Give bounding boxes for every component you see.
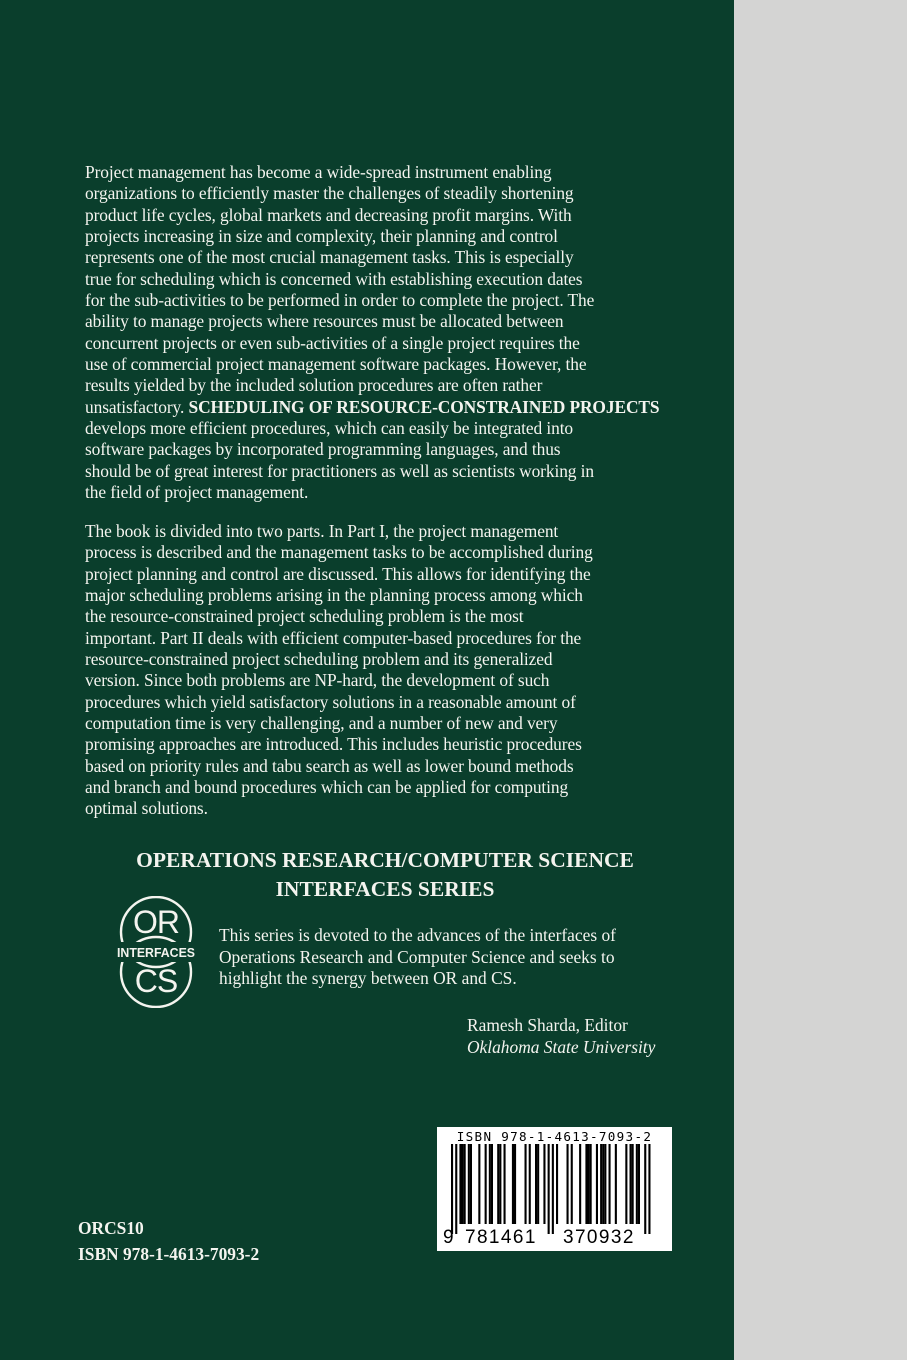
series-title-line-1: OPERATIONS RESEARCH/COMPUTER SCIENCE [136,848,634,872]
barcode-bar [499,1144,501,1224]
text-line: Operations Research and Computer Science and seeks to [219,946,615,967]
text-line: resource-constrained project scheduling problem and its generalized [85,649,553,670]
barcode-bar [535,1144,537,1224]
text-line: concurrent projects or even sub-activities of a single project requires the [85,332,580,353]
logo-cs-text: CS [134,963,178,999]
barcode-bar [514,1144,516,1224]
barcode-bar [585,1144,587,1224]
text-line: results yielded by the included solution procedures are often rather [85,375,543,396]
text-line: product life cycles, global markets and decreasing profit margins. With [85,204,572,225]
text-line: the resource-constrained project scheduling problem is the most [85,606,524,627]
barcode-bar [648,1144,650,1234]
barcode-bar [638,1144,640,1224]
text-line: computation time is very challenging, and a number of new and very [85,713,558,734]
isbn-text: ISBN 978-1-4613-7093-2 [78,1244,260,1264]
description-paragraph-1 [85,162,705,504]
text-line: The book is divided into two parts. In Part I, the project management [85,521,559,541]
text-fragment: unsatisfactory. [85,396,185,417]
barcode-bar [529,1144,531,1224]
barcode-bar [548,1144,550,1234]
text-line: represents one of the most crucial management tasks. This is especially [85,247,574,268]
barcode-bar [625,1144,627,1224]
text-line: should be of great interest for practitioners as well as scientists working in [85,460,594,481]
isbn-barcode [437,1127,672,1251]
barcode-bar [485,1144,487,1224]
barcode-bar [464,1144,466,1224]
barcode-bar [525,1144,527,1224]
barcode-bar [462,1144,464,1224]
text-line: promising approaches are introduced. This includes heuristic procedures [85,734,582,755]
text-line: software packages by incorporated programming languages, and thus [85,439,561,460]
text-line: highlight the synergy between OR and CS. [219,968,517,989]
text-line: for the sub-activities to be performed in order to complete the project. The [85,290,595,311]
text-line: major scheduling problems arising in the planning process among which [85,585,583,606]
barcode-bar [571,1144,573,1224]
book-title-bold: SCHEDULING OF RESOURCE-CONSTRAINED PROJECTS [188,396,660,417]
barcode-bars [449,1144,661,1236]
series-editor [467,1014,655,1058]
barcode-bar [478,1144,480,1224]
barcode-bar [470,1144,472,1224]
text-line: important. Part II deals with efficient computer-based procedures for the [85,627,582,648]
editor-name: Ramesh Sharda, Editor [467,1015,628,1035]
series-code: ORCS10 [78,1218,144,1238]
orcs-series-logo [115,896,197,1008]
text-line: ability to manage projects where resources must be allocated between [85,311,564,332]
text-line: Project management has become a wide-spread instrument enabling [85,162,552,182]
barcode-digits-right: 370932 [563,1227,635,1248]
text-line: process is described and the management tasks to be accomplished during [85,542,593,563]
barcode-bar [600,1144,602,1224]
barcode-bar [489,1144,491,1224]
text-line: project planning and control are discussed. This allows for identifying the [85,563,591,584]
barcode-bar [459,1144,461,1224]
editor-affiliation: Oklahoma State University [467,1037,656,1057]
barcode-digits-left: 781461 [465,1227,537,1248]
barcode-bar [602,1144,604,1224]
barcode-bar [590,1144,592,1224]
spine-strip [734,0,907,1360]
barcode-bar [567,1144,569,1224]
description-paragraph-2 [85,521,705,820]
barcode-bar [543,1144,545,1224]
barcode-bar [556,1144,558,1224]
barcode-bar [552,1144,554,1234]
barcode-bar [579,1144,581,1224]
barcode-bar [504,1144,506,1224]
text-line: true for scheduling which is concerned with establishing execution dates [85,268,583,289]
barcode-bar [632,1144,634,1224]
text-line: procedures which yield satisfactory solutions in a reasonable amount of [85,691,576,712]
logo-interfaces-text: INTERFACES [117,946,195,960]
text-line: This series is devoted to the advances of the interfaces of [219,925,616,945]
text-line: organizations to efficiently master the challenges of steadily shortening [85,183,574,204]
barcode-bar [609,1144,611,1224]
barcode-bar [451,1144,453,1234]
text-line: the field of project management. [85,482,309,503]
barcode-bar [644,1144,646,1234]
barcode-bar [588,1144,590,1224]
text-line: and branch and bound procedures which can be applied for computing [85,777,569,798]
barcode-bar [630,1144,632,1224]
barcode-isbn-label: ISBN 978-1-4613-7093-2 [456,1129,653,1144]
barcode-bar [491,1144,493,1224]
text-line: version. Since both problems are NP-hard, the development of such [85,670,550,691]
series-title-line-2: INTERFACES SERIES [275,877,495,901]
text-line: projects increasing in size and complexity, their planning and control [85,226,558,247]
barcode-bar [497,1144,499,1224]
barcode-bar [455,1144,457,1234]
logo-or-text: OR [133,904,179,940]
text-line: based on priority rules and tabu search as well as lower bound methods [85,755,574,776]
text-line-with-title [85,397,705,418]
barcode-bar [596,1144,598,1224]
barcode-bar [636,1144,638,1224]
text-line: use of commercial project management software packages. However, the [85,354,587,375]
barcode-bar [604,1144,606,1224]
barcode-bar [537,1144,539,1224]
text-line: optimal solutions. [85,798,208,819]
series-code-block [78,1215,259,1267]
barcode-bar [468,1144,470,1224]
barcode-bar [512,1144,514,1224]
barcode-bar [615,1144,617,1224]
barcode-digit-first: 9 [443,1227,455,1248]
text-line: develops more efficient procedures, which can easily be integrated into [85,418,574,439]
series-description [219,925,699,990]
